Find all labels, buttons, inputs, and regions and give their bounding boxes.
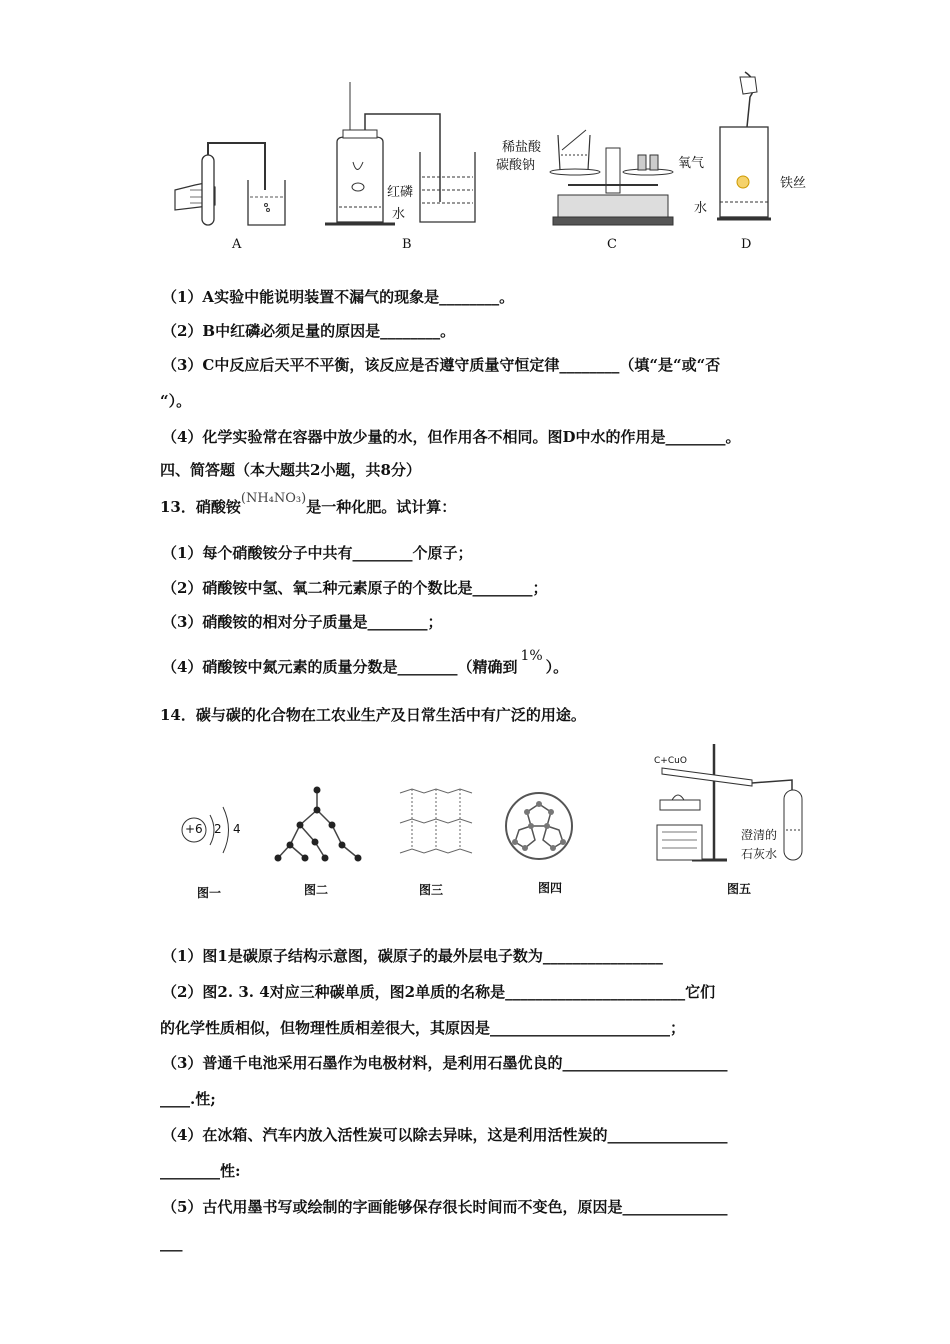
fig3-caption: 图三 <box>419 883 444 897</box>
q14-item-4: （4）在冰箱、汽车内放入活性炭可以除去异味，这是利用活性炭的________________ <box>162 1126 728 1144</box>
fig5-caption: 图五 <box>727 882 752 896</box>
q12-item-4: （4）化学实验常在容器中放少量的水，但作用各不相同。图D中水的作用是________。 <box>162 428 741 446</box>
q14-stem: 14．碳与碳的化合物在工农业生产及日常生活中有广泛的用途。 <box>160 706 586 724</box>
figure-c-caption: C <box>607 237 617 252</box>
q13-item-4-post: ）。 <box>545 658 569 676</box>
q13-item-4 <box>162 648 569 678</box>
q12-item-3-cont: “）。 <box>160 392 192 410</box>
q14-item-3: （3）普通千电池采用石墨作为电极材料，是利用石墨优良的______________________ <box>162 1054 728 1072</box>
apparatus-label-reactants: C+CuO <box>654 756 687 766</box>
figure-c-label-carbonate: 碳酸钠 <box>496 158 536 173</box>
atom-shell-2: 4 <box>233 822 241 836</box>
q14-item-4-cont: ________性: <box>160 1162 241 1180</box>
q13-item-4-pre: （4）硝酸铵中氮元素的质量分数是________（精确到 <box>162 658 518 676</box>
figure-b-caption: B <box>402 237 412 252</box>
fig2-caption: 图二 <box>304 883 329 897</box>
figure-d-label-iron: 铁丝 <box>780 176 807 191</box>
q13-item-2: （2）硝酸铵中氢、氧二种元素原子的个数比是________； <box>162 579 548 597</box>
q14-item-1: （1）图1是碳原子结构示意图，碳原子的最外层电子数为________________ <box>162 947 663 965</box>
figure-graphite <box>398 785 478 865</box>
q13-stem-pre: 13．硝酸铵 <box>160 498 241 516</box>
figure-a-caption: A <box>232 237 242 252</box>
figure-c <box>548 120 678 230</box>
figure-a <box>170 135 300 235</box>
atom-nucleus: +6 <box>185 822 203 836</box>
q13-stem <box>160 491 457 519</box>
q13-item-1: （1）每个硝酸铵分子中共有________个原子； <box>162 544 473 562</box>
q13-formula: (NH₄NO₃) <box>240 491 307 506</box>
apparatus-label-limewater-1: 澄清的 <box>741 828 778 842</box>
figure-d-caption: D <box>741 237 752 252</box>
fig4-caption: 图四 <box>538 881 563 895</box>
fig1-caption: 图一 <box>197 886 222 900</box>
q12-item-3: （3）C中反应后天平不平衡，该反应是否遵守质量守恒定律________（填“是“或“否 <box>162 356 721 374</box>
q14-item-2: （2）图2. 3. 4对应三种碳单质，图2单质的名称是________________________它们 <box>162 983 716 1001</box>
figure-d-label-oxygen: 氧气 <box>678 156 705 171</box>
atom-shell-1: 2 <box>214 822 222 836</box>
figure-b-label-phosphorus: 红磷 <box>387 185 414 200</box>
figure-diamond <box>270 780 365 870</box>
section-heading: 四、简答题（本大题共2小题，共8分） <box>160 461 421 479</box>
q12-item-1: （1）A实验中能说明装置不漏气的现象是________。 <box>162 288 515 306</box>
q14-item-2-cont: 的化学性质相似，但物理性质相差很大，其原因是________________________； <box>160 1019 686 1037</box>
apparatus-label-limewater-2: 石灰水 <box>741 847 778 861</box>
figure-d-label-water: 水 <box>694 201 708 216</box>
q13-item-3: （3）硝酸铵的相对分子质量是________； <box>162 613 443 631</box>
figure-d <box>715 72 775 222</box>
q13-item-4-percent: 1% <box>520 648 543 664</box>
figure-c-label-acid: 稀盐酸 <box>502 140 542 155</box>
figure-fullerene <box>503 790 575 862</box>
q14-item-5: （5）古代用墨书写或绘制的字画能够保存很长时间而不变色，原因是______________ <box>162 1198 728 1216</box>
q12-item-2: （2）B中红磷必须足量的原因是________。 <box>162 322 456 340</box>
q13-stem-post: 是一种化肥。试计算： <box>306 498 457 516</box>
q14-item-5-cont: ___ <box>160 1234 183 1252</box>
q14-item-3-cont: ____.性; <box>160 1090 216 1108</box>
figure-b-label-water: 水 <box>392 207 406 222</box>
